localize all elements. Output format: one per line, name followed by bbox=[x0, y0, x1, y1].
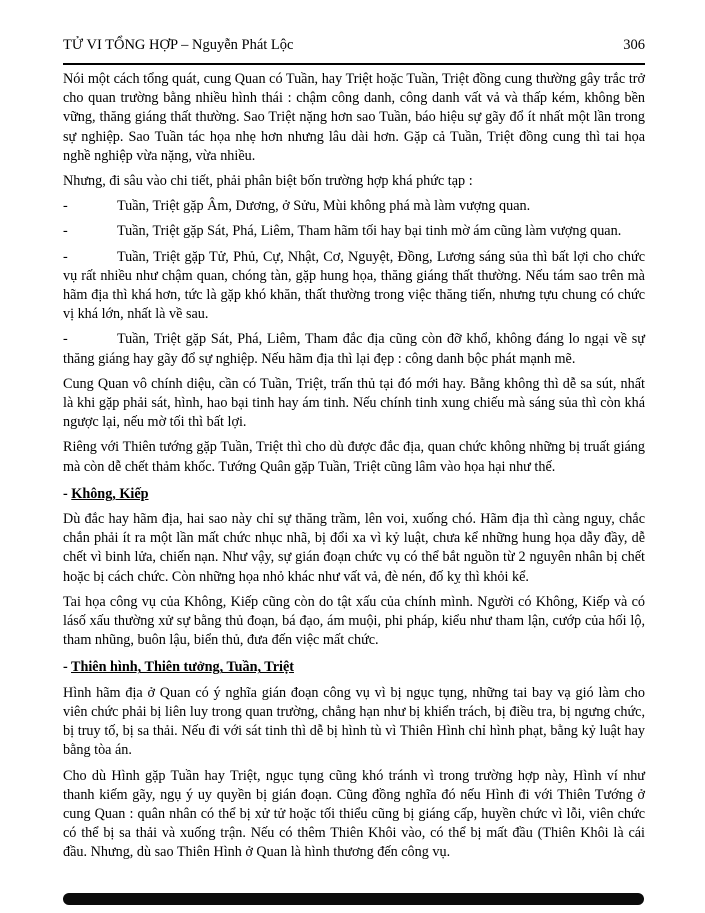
paragraph: Cung Quan vô chính diệu, cần có Tuần, Triệt, trấn thủ tại đó mới hay. Bằng không thì dễ sa sút, nhất là khi gặp phải sát, hình, hao bại tinh hay ám tinh. Nếu chính tinh xung chiếu mà sáng sủa thì còn khá ngược lại, nếu mờ tối thì bất lợi. bbox=[63, 375, 645, 431]
heading-text: Thiên hình, Thiên tưởng, Tuần, Triệt bbox=[71, 659, 294, 676]
bullet-item bbox=[63, 197, 645, 216]
paragraph: Nhưng, đi sâu vào chi tiết, phải phân biệt bốn trường hợp khá phức tạp : bbox=[63, 173, 473, 190]
paragraph: Tai họa công vụ của Không, Kiếp cũng còn do tật xấu của chính mình. Người có Không, Kiếp và có lásố xấu thường xử sự bằng thủ đoạn, bá đạo, ám muội, phi pháp, kiểu như tham lận, cướp của hối lộ, tham nhũng, buôn lậu, biển thủ, đưa đến việc mất chức. bbox=[63, 593, 645, 649]
bullet-marker: - bbox=[63, 223, 68, 240]
running-title: TỬ VI TỔNG HỢP – Nguyễn Phát Lộc bbox=[63, 37, 294, 53]
footer-bar bbox=[63, 893, 644, 905]
bullet-item bbox=[63, 222, 645, 241]
heading-marker: - bbox=[63, 659, 72, 676]
section-heading bbox=[63, 658, 645, 677]
bullet-marker: - bbox=[63, 331, 68, 348]
bullet-item bbox=[63, 248, 645, 325]
bullet-text: Tuần, Triệt gặp Tử, Phủ, Cự, Nhật, Cơ, Nguyệt, Đồng, Lương sáng sủa thì bất lợi cho chức vụ rất nhiều như chậm quan, chóng tàn, gặp hung họa, thăng giáng thất thường. Nếu tám sao trên mà hãm địa thì khá hơn, tức là gặp khó khăn, thất thường trong việc thăng tiến, nhưng tựu chung có chức vị khá lớn, nhất là về sau. bbox=[63, 248, 645, 323]
section-heading bbox=[63, 485, 645, 504]
bullet-text: Tuần, Triệt gặp Âm, Dương, ở Sửu, Mùi không phá mà làm vượng quan. bbox=[117, 198, 531, 215]
paragraph: Dù đắc hay hãm địa, hai sao này chỉ sự thăng trầm, lên voi, xuống chó. Hãm địa thì càng nguy, chắc chắn phải ít ra một lần mất chức nhục nhã, bị đổi xa vì kỷ luật, chưa kể những hung họa dẫy đầy, dễ chết vì binh lửa, chiến nạn. Như vậy, sự gián đoạn chức vụ có thể bắt nguồn từ 2 nguyên nhân bị chết hoặc bị cách chức. Còn những họa nhỏ khác như vất vả, đè nén, đố kỵ thì khỏi kể. bbox=[63, 511, 645, 585]
document-body bbox=[63, 70, 645, 863]
heading-marker: - bbox=[63, 485, 72, 502]
page-header bbox=[63, 36, 645, 65]
paragraph: Riêng với Thiên tướng gặp Tuần, Triệt thì cho dù được đắc địa, quan chức không những bị truất giáng mà còn dễ chết thảm khốc. Tướng Quân gặp Tuần, Triệt cũng lâm vào họa hại như thế. bbox=[63, 439, 645, 475]
page-number: 306 bbox=[623, 37, 645, 53]
bullet-marker: - bbox=[63, 248, 68, 265]
bullet-text: Tuần, Triệt gặp Sát, Phá, Liêm, Tham hãm tối hay bại tinh mờ ám cũng làm vượng quan. bbox=[117, 223, 622, 240]
paragraph: Cho dù Hình gặp Tuần hay Triệt, ngục tụng cũng khó tránh vì trong trường hợp này, Hình ví như thanh kiếm gãy, ngụ ý uy quyền bị gián đoạn. Cũng đồng nghĩa đó nếu Hình đi với Thiên Tướng ở cung Quan : quân nhân có thể bị xử tử hoặc tối thiểu cũng bị giáng cấp, huyền chức vì lỗi, viên chức có thể bị sa thải và xuống trận. Nếu có thêm Thiên Khôi vào, có thể bị mất đầu (Thiên Khôi là cái đầu. Nhưng, dù sao Thiên Hình ở Quan là hình thương đến công vụ. bbox=[63, 767, 645, 861]
heading-text: Không, Kiếp bbox=[71, 485, 149, 502]
bullet-item bbox=[63, 330, 645, 368]
paragraph: Hình hãm địa ở Quan có ý nghĩa gián đoạn công vụ vì bị ngục tụng, những tai bay vạ gió làm cho viên chức phải bị liên luy trong quan trường, chẳng hạn như bị khiển trách, bị điều tra, bị ngưng chức, bị truy tố, bị sa thải. Nếu đi với sát tinh thì dễ bị hình tù vì Thiên Hình chỉ hình phạt, bằng kỷ luật hay bằng tòa án. bbox=[63, 684, 645, 759]
bullet-marker: - bbox=[63, 198, 68, 215]
paragraph: Nói một cách tổng quát, cung Quan có Tuần, hay Triệt hoặc Tuần, Triệt đồng cung thường gây trắc trở cho quan trường bằng nhiều hình thái : chậm công danh, công danh vất vả và thấp kém, không bền vững, thăng giáng thất thường. Sao Triệt nặng hơn sao Tuần, báo hiệu sự gãy đổ ít nhất một lần trong sự nghiệp. Sao Tuần tác họa nhẹ hơn nhưng lâu dài hơn. Gặp cả Tuần, Triệt đồng cung thì tai họa nghề nghiệp vừa nặng, vừa nhiều. bbox=[63, 71, 645, 164]
bullet-text: Tuần, Triệt gặp Sát, Phá, Liêm, Tham đắc địa cũng còn đỡ khổ, không đáng lo ngại về sự thăng giáng hay gãy đổ sự nghiệp. Nếu hãm địa thì lại đẹp : công danh bộc phát mạnh mẽ. bbox=[63, 331, 645, 367]
